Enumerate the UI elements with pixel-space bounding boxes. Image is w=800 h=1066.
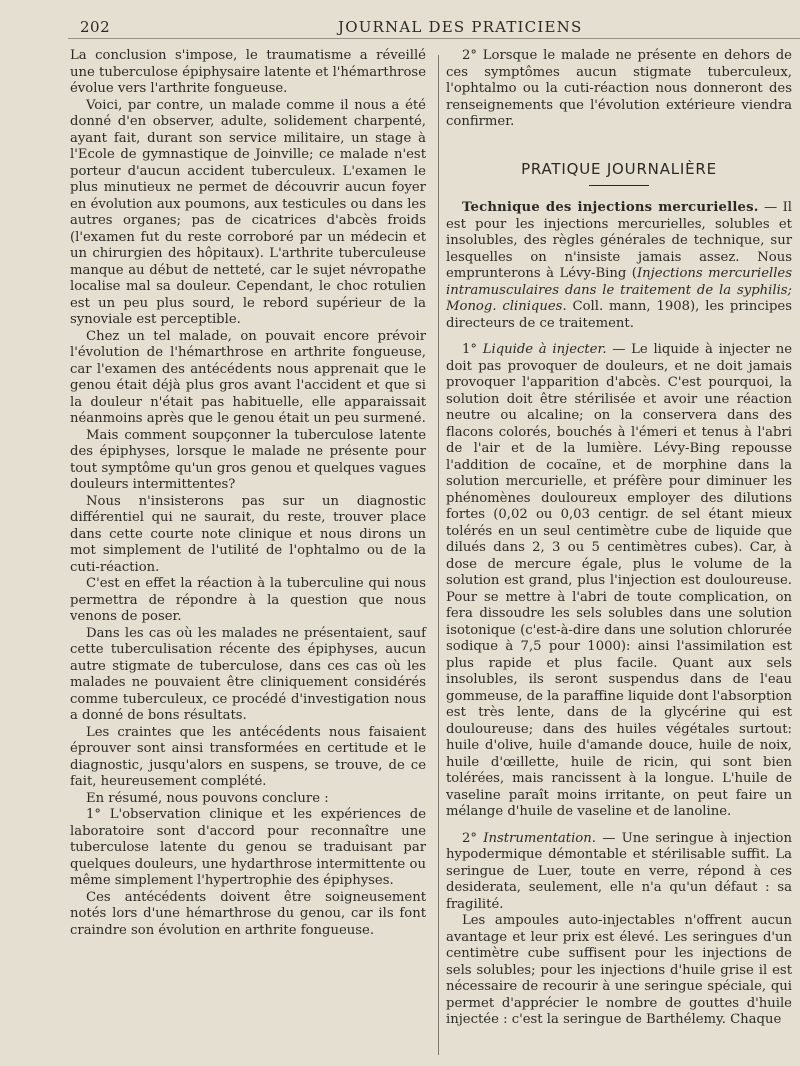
paragraph: Dans les cas où les malades ne présentaient, sauf cette tuberculisation récente des épiphyses, aucun autre stigmate de tuberculose, dans ces cas où les malades ne pouvaient être cliniquement considérés comme tuberculeux, ce procédé d'investigation nous a donné de bons résultats. bbox=[70, 625, 426, 723]
technique-reference: Injections mercurielles intramusculaires dans le traitement de la syphilis; Monog. cliniques bbox=[446, 266, 793, 314]
instrumentation-text: — Une seringue à injection hypodermique démontable et stérilisable suffit. La seringue de Luer, toute en verre, répond à ces desiderata, seulement, elle n'a qu'un défaut : sa fragilité. bbox=[446, 830, 792, 912]
page-number: 202 bbox=[80, 18, 111, 36]
paragraph: Ces antécédents doivent être soigneusement notés lors d'une hémarthrose du genou, car ils font craindre son évolution en arthrite fongueuse. bbox=[70, 889, 426, 938]
left-column bbox=[70, 48, 426, 939]
paragraph: Voici, par contre, un malade comme il nous a été donné d'en observer, adulte, solidement charpenté, ayant fait, durant son service militaire, un stage à l'Ecole de gymnastique de Joinville; ce malade n'est porteur d'aucun accident tuberculeux. L'examen le plus minutieux ne permet de découvrir aucun foyer en évolution aux poumons, aux testicules ou dans les autres organes; pas de cicatrices d'abcès froids (l'examen fut du reste corroboré par un médecin et un chirurgien des hôpitaux). L'arthrite tuberculeuse manque au début de netteté, car le sujet névropathe localise mal sa douleur. Cependant, le choc rotulien est un peu plus sourd, le rebord supérieur de la synoviale est perceptible. bbox=[70, 97, 426, 327]
technique-paragraph bbox=[446, 200, 792, 332]
instrumentation-title: Instrumentation. bbox=[483, 830, 596, 846]
paragraph: Nous n'insisterons pas sur un diagnostic différentiel qui ne saurait, du reste, trouver place dans cette courte note clinique et nous dirons un mot simplement de l'utilité de l'ophtalmo ou de la cuti-réaction. bbox=[70, 493, 426, 575]
header-rule bbox=[68, 38, 800, 39]
technique-title: Technique des injections mercurielles. bbox=[462, 200, 759, 215]
liquide-number: 1° bbox=[462, 342, 483, 357]
instrumentation-paragraph bbox=[446, 831, 792, 914]
paragraph: Les ampoules auto-injectables n'offrent aucun avantage et leur prix est élevé. Les seringues d'un centimètre cube suffisent pour les injections de sels solubles; pour les injections d'huile grise il est nécessaire de recourir à une seringue spéciale, qui permet d'apprécier le nombre de gouttes d'huile injectée : c'est la seringue de Barthélemy. Chaque bbox=[446, 913, 792, 1027]
paragraph: Les craintes que les antécédents nous faisaient éprouver sont ainsi transformées en certitude et le diagnostic, jusqu'alors en suspens, se trouve, de ce fait, heureusement complété. bbox=[70, 724, 426, 789]
right-column bbox=[446, 48, 792, 1029]
technique-text: — Il est pour les injections mercurielles, solubles et insolubles, des règles générales de technique, sur lesquelles on n'insiste jamais assez. Nous emprunterons à Lévy-Bing ( bbox=[446, 200, 792, 281]
paragraph: La conclusion s'impose, le traumatisme a réveillé une tuberculose épiphysaire latente et l'hémarthrose évolue vers l'arthrite fongueuse. bbox=[70, 48, 426, 96]
paragraph: 1° L'observation clinique et les expériences de laboratoire sont d'accord pour reconnaître une tuberculose latente du genou se traduisant par quelques douleurs, une hydarthrose intermittente ou même simplement l'hypertrophie des épiphyses. bbox=[70, 807, 426, 888]
paragraph: Chez un tel malade, on pouvait encore prévoir l'évolution de l'hémarthrose en arthrite fongueuse, car l'examen des antécédents nous apprenait que le genou était déjà plus gros avant l'accident et que si la douleur n'était pas habituelle, elle apparaissait néanmoins après que le genou était un peu surmené. bbox=[70, 328, 426, 426]
section-heading: PRATIQUE JOURNALIÈRE bbox=[521, 159, 717, 178]
liquide-paragraph bbox=[446, 342, 792, 821]
column-divider bbox=[438, 55, 439, 1055]
paragraph: Mais comment soupçonner la tuberculose latente des épiphyses, lorsque le malade ne présente pour tout symptôme qu'un gros genou et quelques vagues douleurs intermittentes? bbox=[70, 427, 426, 492]
instrumentation-number: 2° bbox=[462, 830, 484, 846]
liquide-title: Liquide à injecter. bbox=[482, 342, 607, 357]
paragraph: C'est en effet la réaction à la tuberculine qui nous permettra de répondre à la question que nous venons de poser. bbox=[70, 576, 426, 624]
page-header bbox=[68, 14, 800, 40]
paragraph: En résumé, nous pouvons conclure : bbox=[86, 790, 329, 806]
liquide-text: — Le liquide à injecter ne doit pas provoquer de douleurs, et ne doit jamais provoquer l'apparition d'abcès. C'est pourquoi, la solution doit être stérilisée et avoir une réaction neutre ou alcaline; on la conservera dans des flacons colorés, bouchés à l'émeri et tenus à l'abri de l'air et de la lumière. Lévy-Bing repousse l'addition de cocaïne, et de morphine dans la solution mercurielle, et préfère pour diminuer les phénomènes douloureux employer des dilutions fortes (0,02 ou 0,03 centigr. de sel étant mieux tolérés en un seul centimètre cube de liquide que dilués dans 2, 3 ou 5 centimètres cubes). Car, à dose de mercure égale, plus le volume de la solution est grand, plus l'injection est douloureuse. Pour se mettre à l'abri de toute complication, on fera dissoudre les sels solubles dans une solution isotonique (c'est-à-dire dans une solution chlorurée sodique à 7,5 pour 1000): ainsi l'assimilation est plus rapide et plus facile. Quant aux sels insolubles, ils seront suspendus dans de l'eau gommeuse, de la paraffine liquide dont l'absorption est très lente, dans de la glycérine qui est douloureuse; dans des huiles végétales surtout: huile d'olive, huile d'amande douce, huile de noix, huile d'œillette, huile de ricin, qui sont bien tolérées, mais rancissent à la longue. L'huile de vaseline paraît moins irritante, on peut faire un mélange d'huile de vaseline et de lanoline. bbox=[446, 342, 793, 819]
heading-underline bbox=[589, 185, 649, 186]
paragraph: 2° Lorsque le malade ne présente en dehors de ces symptômes aucun stigmate tuberculeux, l'ophtalmo ou la cuti-réaction nous donneront des renseignements que l'évolution extérieure viendra confirmer. bbox=[446, 48, 792, 129]
technique-text-end: . Coll. mann, 1908), les principes directeurs de ce traitement. bbox=[446, 299, 792, 331]
running-title: JOURNAL DES PRATICIENS bbox=[338, 18, 583, 36]
